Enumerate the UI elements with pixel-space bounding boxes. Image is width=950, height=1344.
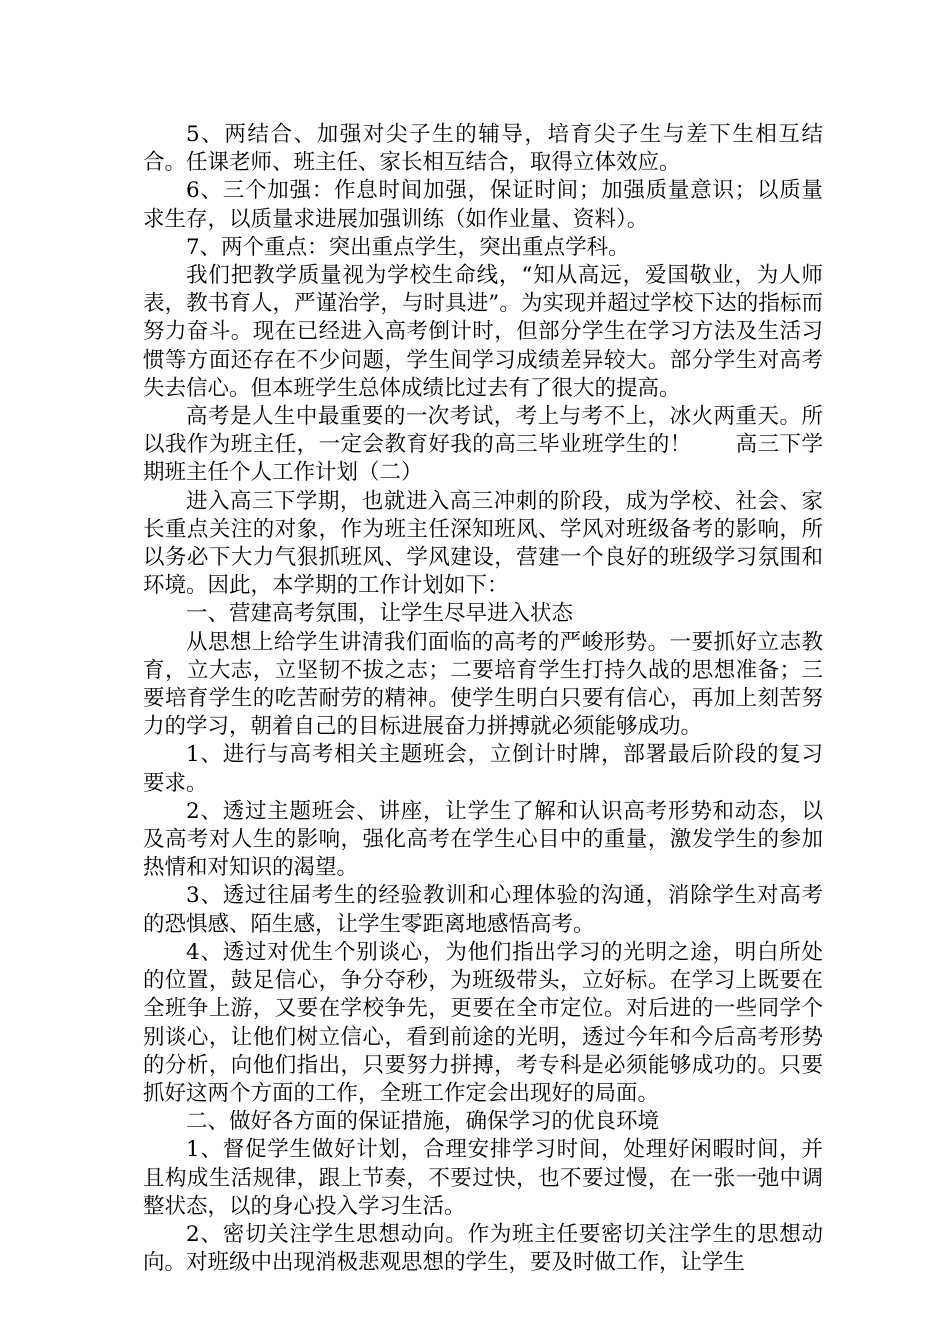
paragraph-6: 进入高三下学期，也就进入高三冲刺的阶段，成为学校、社会、家长重点关注的对象，作为班主任深知班风、学风对班级备考的影响，所以务必下大力气狠抓班风、学风建设，营建一个良好的班级学习氛围和环境。因此，本学期的工作计划如下：: [143, 488, 823, 599]
paragraph-11: 3、透过往届考生的经验教训和心理体验的沟通，消除学生对高考的恐惧感、陌生感，让学生零距离地感悟高考。: [143, 883, 823, 937]
paragraph-8: 从思想上给学生讲清我们面临的高考的严峻形势。一要抓好立志教育，立大志，立坚韧不拔之志；二要培育学生打持久战的思想准备；三要培育学生的吃苦耐劳的精神。使学生明白只要有信心，再加上刻苦努力的学习，朝着自己的目标进展奋力拼搏就必须能够成功。: [143, 629, 823, 740]
section-heading-2: 二、做好各方面的保证措施，确保学习的优良环境: [186, 1109, 660, 1135]
paragraph-15: 2、密切关注学生思想动向。作为班主任要密切关注学生的思想动向。对班级中出现消极悲观思想的学生，要及时做工作，让学生: [143, 1221, 823, 1276]
section-heading-1: 一、营建高考氛围，让学生尽早进入状态: [186, 601, 574, 627]
paragraph-2: 6、三个加强：作息时间加强，保证时间；加强质量意识；以质量求生存，以质量求进展加强训练（如作业量、资料）。: [143, 178, 823, 232]
paragraph-10: 2、透过主题班会、讲座，让学生了解和认识高考形势和动态，以及高考对人生的影响，强化高考在学生心目中的重量，激发学生的参加热情和对知识的渴望。: [143, 798, 823, 881]
paragraph-5: 高考是人生中最重要的一次考试，考上与考不上，冰火两重天。所以我作为班主任，一定会教育好我的高三毕业班学生的！ 高三下学期班主任个人工作计划（二）: [143, 404, 823, 486]
paragraph-12: 4、透过对优生个别谈心，为他们指出学习的光明之途，明白所处的位置，鼓足信心，争分夺秒，为班级带头，立好标。在学习上既要在全班争上游，又要在学校争先，更要在全市定位。对后进的一些同学个别谈心，让他们树立信心，看到前途的光明，透过今年和今后高考形势的分析，向他们指出，只要努力拼搏，考专科是必须能够成功的。只要抓好这两个方面的工作，全班工作定会出现好的局面。: [143, 939, 823, 1106]
paragraph-9: 1、进行与高考相关主题班会，立倒计时牌，部署最后阶段的复习要求。: [143, 742, 823, 796]
document-page: [143, 121, 823, 1277]
paragraph-14: 1、督促学生做好计划，合理安排学习时间，处理好闲暇时间，并且构成生活规律，跟上节奏，不要过快，也不要过慢，在一张一弛中调整状态，以的身心投入学习生活。: [143, 1137, 823, 1219]
paragraph-3: 7、两个重点：突出重点学生，突出重点学科。: [186, 234, 630, 260]
paragraph-1: 5、两结合、加强对尖子生的辅导，培育尖子生与差下生相互结合。任课老师、班主任、家长相互结合，取得立体效应。: [143, 122, 823, 176]
paragraph-4: 我们把教学质量视为学校生命线，“知从高远，爱国敬业，为人师表，教书育人，严谨治学，与时具进”。为实现并超过学校下达的指标而努力奋斗。现在已经进入高考倒计时，但部分学生在学习方法及生活习惯等方面还存在不少问题，学生间学习成绩差异较大。部分学生对高考失去信心。但本班学生总体成绩比过去有了很大的提高。: [143, 263, 823, 401]
